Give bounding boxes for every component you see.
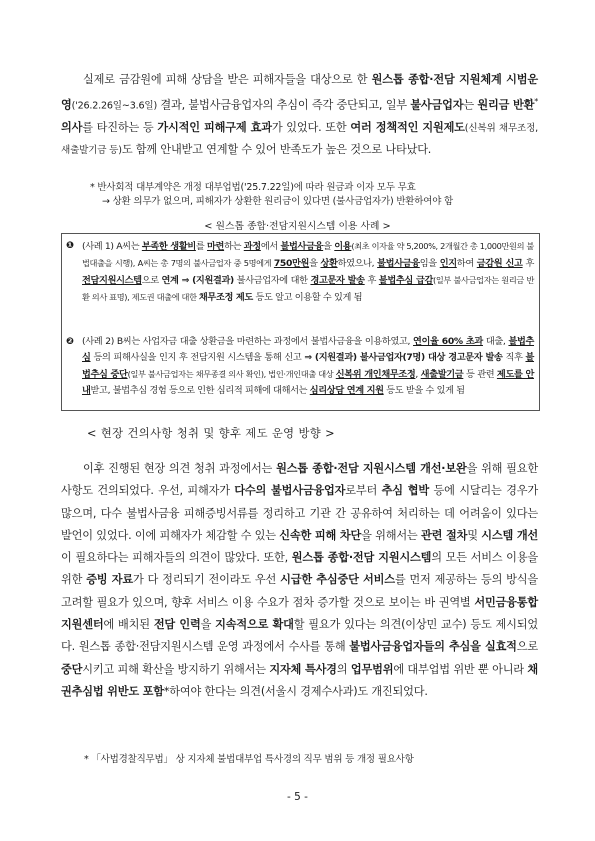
text-bold: 증빙 자료	[86, 573, 133, 587]
text-run: 의 모든 서비스 이용을 위한	[61, 551, 538, 587]
footnote-1-line-1: * 반사회적 대부계약은 개정 대부업법('25.7.22일)에 따라 원금과 이자 모두 무효	[90, 182, 416, 193]
text-bold: 가시적인 피해구제 효과	[157, 120, 272, 134]
text-run: 시키고 피해 확산을 방지하기 위해서는	[82, 662, 270, 676]
text-run: 등의 피해사실을 인지 후 전담지원 시스템을 통해 신고	[90, 352, 305, 363]
text-run: 을 위해서는	[361, 528, 421, 542]
text-bold: 불법추심 중단	[82, 352, 535, 380]
text-run: 를 먼저 제공하는 등의 방식을 고려할 필요가 있으며, 향후 서비스 이용 수요가 점차 증가할 것으로 보이는 바 권역별	[61, 573, 538, 609]
text-run: (사례 2) B씨는 사업자금 대출 상환금을 마련하는 과정에서 불법사금융을 이용하였고,	[82, 336, 413, 347]
case-1-text	[64, 238, 534, 306]
text-bold: 전담지원시스템	[82, 275, 142, 286]
text-bold: 시급한 추심중단 서비스	[280, 573, 395, 587]
text-bold: 원스톱 종합·전담 지원시스템 개선·보완	[276, 462, 467, 475]
text-run: 결과, 불법사금융업자의 추심이 즉각 중단되고, 일부	[156, 98, 411, 112]
text-bold: 중단	[61, 662, 83, 676]
text-bold: 이용	[334, 241, 352, 252]
text-run: 를 타진하는 등	[82, 120, 158, 134]
text-run: 을 위해 필요한 사항도 건의되었다. 우선, 피해자가	[61, 462, 539, 498]
text-run: 에서	[260, 241, 281, 252]
text-small: (최초 이자율 약 5,200%, 2개월간 총 1,000만원의 불법대출을 시행), A씨는 총 7명의 불사금업자 중 5명에게	[82, 241, 534, 268]
text-run: 등 관련	[463, 369, 497, 380]
text-bold: 부족한 생활비	[141, 241, 196, 252]
text-run: 을	[309, 258, 321, 269]
text-small: (일부 불사금업자는 원리금 반환 의사 표명), 제도권 대출에 대한	[82, 275, 535, 302]
text-bold: 제도를 안내	[82, 369, 534, 396]
text-run: 가 다 정리되기 전이라도 우선	[132, 573, 281, 587]
text-run: 을	[323, 241, 335, 252]
text-run: *하여야 한다는 의견(서울시 경제수사과)도 개진되었다.	[163, 684, 428, 698]
section-title: < 현장 건의사항 청취 및 향후 제도 운영 방향 >	[87, 427, 335, 440]
text-bold: 채권추심법 위반도 포함	[61, 662, 539, 698]
text-bold: 마련	[207, 241, 225, 252]
case-2-marker: ❷	[66, 336, 74, 347]
text-run: 으로	[141, 275, 162, 286]
text-bold: 불법추심	[82, 336, 535, 363]
text-run: 대출,	[482, 336, 509, 347]
text-run: 에 배치된	[103, 618, 154, 632]
text-bold: 과정	[243, 241, 261, 252]
text-bold: 신복위 개인채무조정	[335, 369, 416, 380]
text-bold: 새출발기금	[420, 369, 464, 380]
text-bold: 원스톱 종합·전담 지원시스템	[291, 551, 432, 565]
text-run: 이후 진행된 현장 의견 청취 과정에서는	[83, 462, 277, 475]
text-run: 등도 알고 이용할 수 있게 됨	[252, 292, 363, 303]
case-box-caption: < 원스톱 종합·전담지원시스템 이용 사례 >	[204, 221, 391, 232]
text-run: 를	[195, 241, 208, 252]
text-run: 에 대부업법 위반 뿐 아니라	[393, 662, 528, 676]
text-run: 할 필요가 있다는 의견(이상민 교수) 등도 제시되었다. 원스톱 종합·전담지원시스템 운영 과정에서 수사를 통해	[61, 618, 538, 654]
text-run: (사례 1) A씨는	[82, 241, 142, 252]
text-bold: 서민금융통합지원센터	[61, 595, 538, 632]
text-run: 후	[364, 275, 379, 286]
text-bold: 불법사금융업자들의 추심을 실효적	[349, 640, 517, 654]
text-run: 가 있었다. 또한	[271, 120, 351, 134]
text-bold: 지자체 특사경	[269, 662, 337, 676]
case-1-marker: ❶	[66, 240, 74, 251]
footnote-1-line-2: → 상환 의무가 없으며, 피해자가 상환한 원리금이 있다면 (불사금업자가) 반환하여야 함	[102, 196, 454, 207]
text-run: 받고, 불법추심 경험 등으로 인한 심리적 피해에 대해서는	[90, 385, 310, 396]
text-run: 로부터	[345, 484, 382, 498]
text-run: 하여	[456, 258, 477, 269]
text-run: 하는	[224, 241, 244, 252]
text-run: 임을	[419, 258, 440, 269]
footnote-2: * 「사법경찰직무법」 상 지자체 불법대부업 특사경의 직무 범위 등 개정 필요사항	[84, 754, 414, 765]
text-small: (신복위 채무조정, 새출발기금 등)	[61, 122, 538, 157]
feedback-paragraph	[61, 458, 538, 703]
text-run: 및	[467, 528, 482, 542]
footnote-marker: *	[534, 96, 539, 106]
text-bold: 연계 ⇒ (지원결과)	[161, 275, 234, 286]
text-bold: 금감원 신고	[476, 258, 523, 269]
text-run: 을	[200, 618, 216, 632]
text-run: 도 함께 안내받고 연계할 수 있어 반족도가 높은 것으로 나타났다.	[121, 143, 432, 157]
page-number: - 5 -	[287, 791, 308, 803]
text-bold: 750만원	[273, 258, 310, 269]
case-2-text	[64, 334, 534, 399]
text-run: ,	[415, 369, 421, 380]
text-run: 직후	[502, 352, 526, 363]
text-bold: 상환	[320, 258, 338, 269]
text-bold: ⇒ (지원결과) 불사금업자(7명) 대상 경고문자 발송	[304, 352, 503, 363]
text-bold: 불법추심 급감	[378, 275, 434, 286]
text-bold: 업무범위	[350, 662, 394, 676]
text-bold: 인지	[439, 258, 457, 269]
text-run: 등에 시달리는 경우가 많으며, 다수 불법사금융 피해증빙서류를 정리하고 기관 간 공유하여 처리하는 데 어려움이 있다는 발언이 있었다. 이에 피해자가 체감할 수 있는	[61, 484, 538, 542]
text-run: 등도 받을 수 있게 됨	[383, 385, 465, 396]
text-run: 하였으나,	[337, 258, 378, 269]
text-bold: 관련 절차	[420, 528, 468, 542]
text-bold: 원리금 반환	[477, 98, 535, 112]
case-1	[64, 238, 534, 306]
intro-paragraph	[61, 69, 538, 162]
text-bold: 불법사금융	[280, 241, 324, 252]
text-run: 으로	[516, 640, 538, 654]
text-run: 불사금업자에 대한	[233, 275, 311, 286]
text-run: 는	[463, 98, 478, 112]
text-bold: 전담 인력	[153, 618, 201, 632]
text-run: 이 필요하다는 피해자들의 의견이 많았다. 또한,	[61, 551, 292, 565]
text-bold: 시스템 개선	[481, 528, 539, 542]
text-bold: 의사	[61, 120, 83, 134]
text-run: 실제로 금감원에 피해 상담을 받은 피해자들을 대상으로 한	[83, 73, 372, 86]
text-bold: 불사금업자	[410, 98, 464, 112]
text-bold: 추심 협박	[381, 484, 429, 498]
text-small: (일부 불사금업자는 채무종결 의사 확인), 법인·개인대출 대상	[127, 369, 336, 379]
text-bold: 신속한 피해 차단	[279, 528, 362, 542]
text-bold: 원스톱 종합·전담 지원체계 시범운영	[61, 73, 539, 112]
text-run: 의	[336, 662, 351, 676]
text-bold: 심리상담 연계 지원	[309, 385, 384, 396]
text-small: ('26.2.26일~3.6일)	[71, 100, 157, 112]
text-run: 후	[522, 258, 534, 269]
text-bold: 여러 정책적인 지원제도	[350, 120, 465, 134]
text-bold: 지속적으로 확대	[215, 618, 294, 632]
text-bold: 다수의 불법사금융업자	[234, 484, 346, 498]
text-bold: 경고문자 발송	[310, 275, 365, 286]
text-bold: 연이율 60% 초과	[413, 336, 483, 347]
text-bold: 불법사금융	[377, 258, 420, 269]
case-2	[64, 334, 534, 399]
text-bold: 채무조정 제도	[198, 292, 253, 303]
